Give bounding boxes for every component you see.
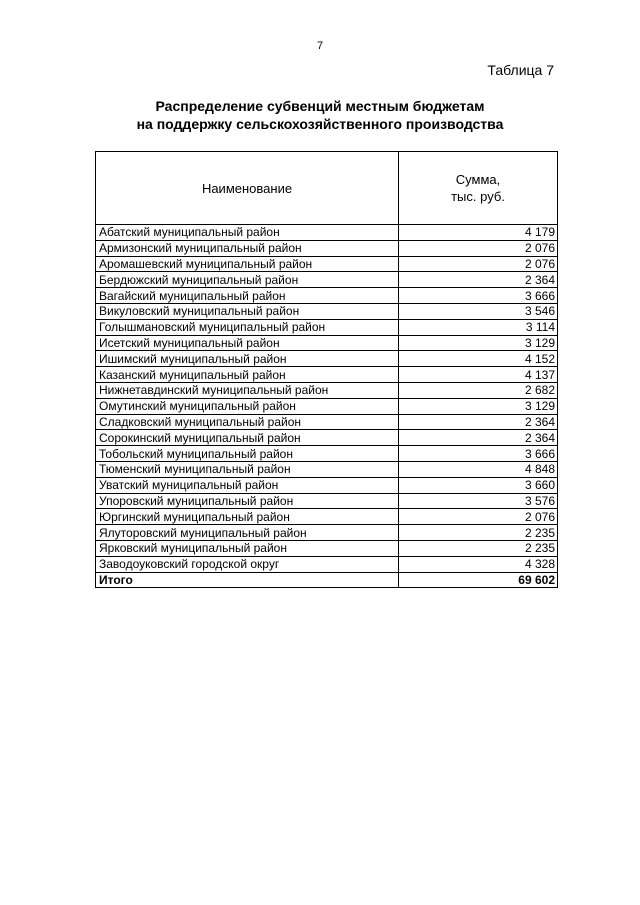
table-row xyxy=(96,525,558,541)
row-name: Викуловский муниципальный район xyxy=(96,303,399,319)
row-sum: 3 114 xyxy=(399,319,558,335)
row-name: Аромашевский муниципальный район xyxy=(96,256,399,272)
row-name: Армизонский муниципальный район xyxy=(96,240,399,256)
table-row xyxy=(96,351,558,367)
table-row xyxy=(96,367,558,383)
row-sum: 2 682 xyxy=(399,382,558,398)
row-sum: 3 666 xyxy=(399,446,558,462)
row-sum: 2 364 xyxy=(399,430,558,446)
total-row xyxy=(96,572,558,588)
table-row xyxy=(96,335,558,351)
table-row xyxy=(96,303,558,319)
total-label: Итого xyxy=(96,572,399,588)
table-row xyxy=(96,256,558,272)
table-row xyxy=(96,414,558,430)
row-sum: 2 076 xyxy=(399,240,558,256)
row-name: Абатский муниципальный район xyxy=(96,225,399,241)
table-row xyxy=(96,493,558,509)
row-name: Сладковский муниципальный район xyxy=(96,414,399,430)
row-name: Казанский муниципальный район xyxy=(96,367,399,383)
header-sum-line-1: Сумма, xyxy=(455,172,501,187)
row-name: Исетский муниципальный район xyxy=(96,335,399,351)
row-sum: 4 152 xyxy=(399,351,558,367)
row-name: Нижнетавдинский муниципальный район xyxy=(96,382,399,398)
row-name: Уватский муниципальный район xyxy=(96,477,399,493)
table-row xyxy=(96,319,558,335)
table-header-row xyxy=(96,152,558,225)
table-row xyxy=(96,556,558,572)
table-label: Таблица 7 xyxy=(487,62,554,78)
header-sum xyxy=(399,152,558,225)
total-sum: 69 602 xyxy=(399,572,558,588)
row-sum: 3 660 xyxy=(399,477,558,493)
row-sum: 2 076 xyxy=(399,509,558,525)
row-sum: 3 546 xyxy=(399,303,558,319)
row-name: Юргинский муниципальный район xyxy=(96,509,399,525)
row-name: Ярковский муниципальный район xyxy=(96,540,399,556)
row-sum: 2 076 xyxy=(399,256,558,272)
table-body xyxy=(96,225,558,588)
table-row xyxy=(96,288,558,304)
table-row xyxy=(96,225,558,241)
table-row xyxy=(96,446,558,462)
row-name: Сорокинский муниципальный район xyxy=(96,430,399,446)
row-name: Бердюжский муниципальный район xyxy=(96,272,399,288)
table-row xyxy=(96,240,558,256)
table-row xyxy=(96,461,558,477)
row-sum: 3 666 xyxy=(399,288,558,304)
row-sum: 4 328 xyxy=(399,556,558,572)
title-line-2: на поддержку сельскохозяйственного производства xyxy=(136,116,504,132)
title-line-1: Распределение субвенций местным бюджетам xyxy=(155,98,485,114)
table-row xyxy=(96,382,558,398)
row-name: Заводоуковский городской округ xyxy=(96,556,399,572)
row-sum: 4 137 xyxy=(399,367,558,383)
row-name: Вагайский муниципальный район xyxy=(96,288,399,304)
row-name: Тобольский муниципальный район xyxy=(96,446,399,462)
row-name: Голышмановский муниципальный район xyxy=(96,319,399,335)
table-row xyxy=(96,509,558,525)
row-name: Ялуторовский муниципальный район xyxy=(96,525,399,541)
table-row xyxy=(96,540,558,556)
table-row xyxy=(96,398,558,414)
header-sum-line-2: тыс. руб. xyxy=(451,189,505,204)
row-sum: 2 235 xyxy=(399,540,558,556)
row-name: Омутинский муниципальный район xyxy=(96,398,399,414)
row-sum: 4 179 xyxy=(399,225,558,241)
row-sum: 2 364 xyxy=(399,272,558,288)
row-name: Упоровский муниципальный район xyxy=(96,493,399,509)
table-row xyxy=(96,477,558,493)
page-number: 7 xyxy=(316,40,324,52)
row-sum: 2 235 xyxy=(399,525,558,541)
row-sum: 2 364 xyxy=(399,414,558,430)
row-sum: 3 129 xyxy=(399,335,558,351)
row-sum: 3 576 xyxy=(399,493,558,509)
table-row xyxy=(96,272,558,288)
table-row xyxy=(96,430,558,446)
row-sum: 3 129 xyxy=(399,398,558,414)
row-name: Тюменский муниципальный район xyxy=(96,461,399,477)
subvention-table xyxy=(95,151,558,588)
header-name: Наименование xyxy=(96,152,399,225)
document-title xyxy=(0,97,640,133)
row-name: Ишимский муниципальный район xyxy=(96,351,399,367)
row-sum: 4 848 xyxy=(399,461,558,477)
